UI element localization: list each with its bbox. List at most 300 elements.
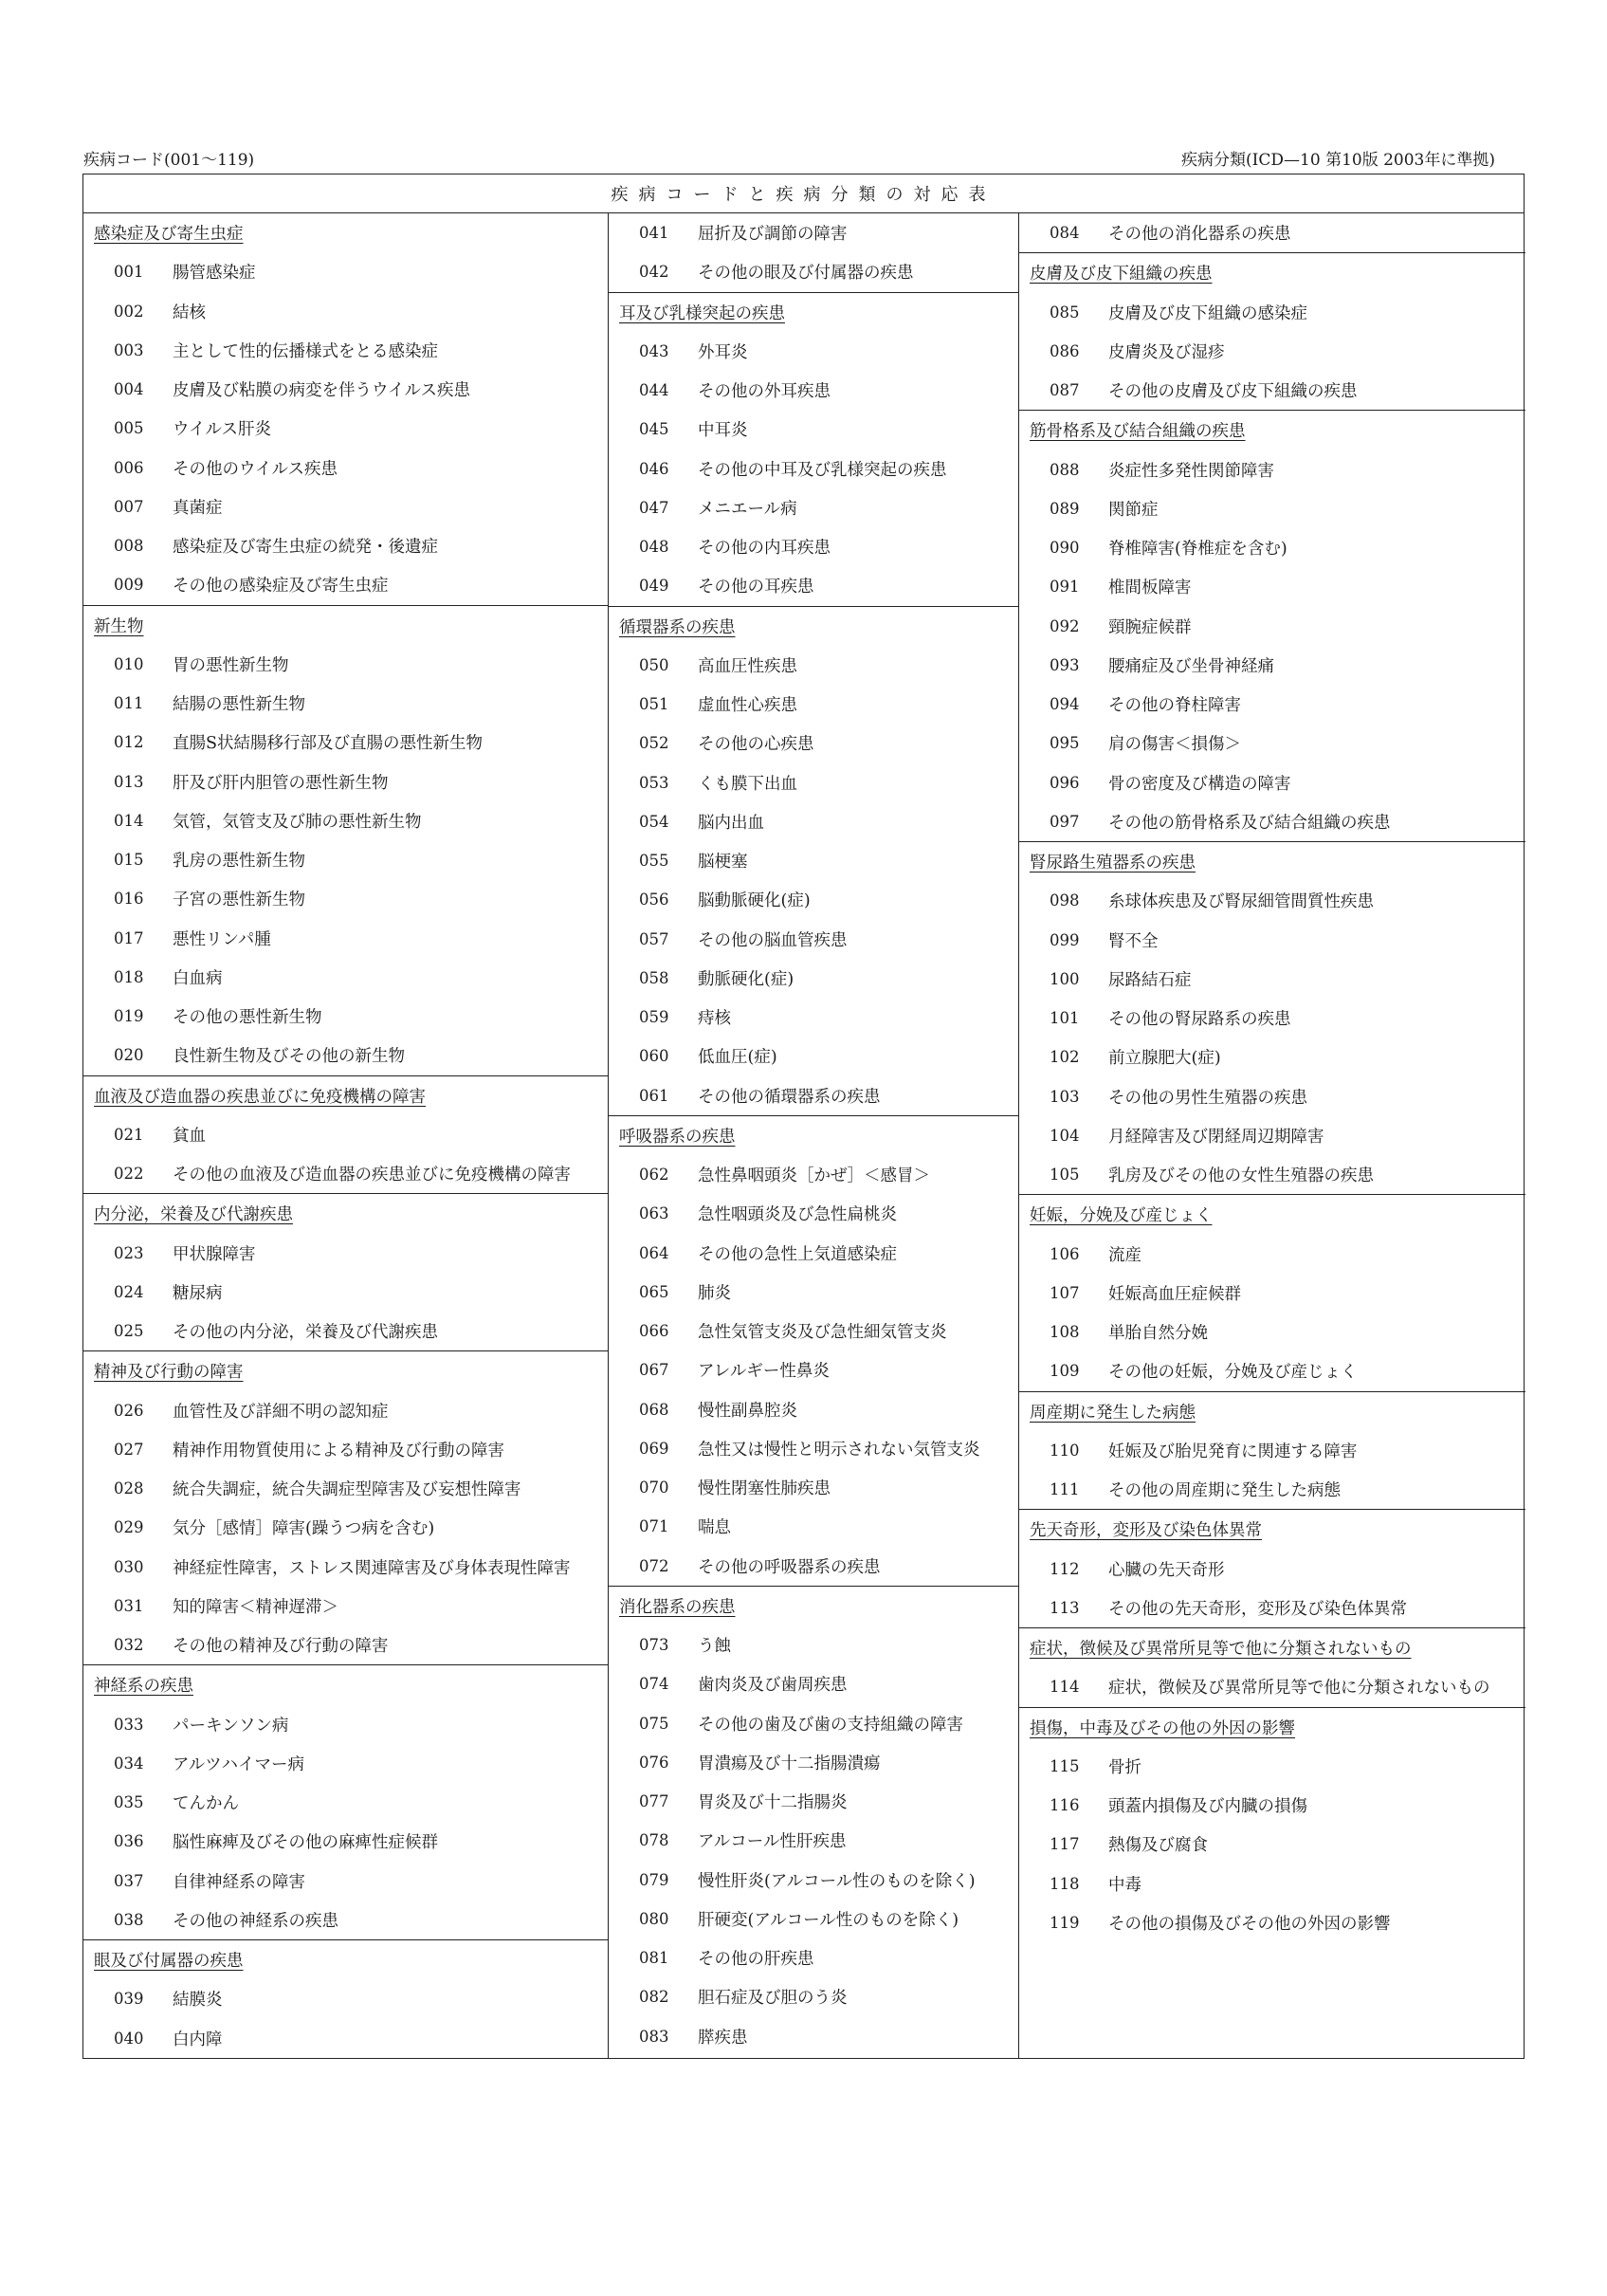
disease-row (83, 1430, 608, 1469)
disease-name: 脳性麻痺及びその他の麻痺性症候群 (173, 1833, 438, 1853)
disease-code: 030 (114, 1557, 144, 1576)
disease-row (1019, 1667, 1525, 1706)
disease-code: 088 (1050, 460, 1080, 479)
disease-name: 心臓の先天奇形 (1108, 1560, 1225, 1580)
disease-code: 097 (1050, 812, 1080, 831)
disease-code: 036 (114, 1832, 144, 1851)
category-title: 消化器系の疾患 (619, 1597, 736, 1617)
disease-name: 精神作用物質使用による精神及び行動の障害 (173, 1441, 504, 1460)
disease-row (83, 526, 608, 565)
disease-name: 尿路結石症 (1108, 970, 1192, 990)
category-title: 先天奇形，変形及び染色体異常 (1030, 1521, 1262, 1541)
category-group (83, 1665, 608, 1940)
disease-name: 結核 (173, 303, 206, 322)
disease-name: う蝕 (698, 1637, 731, 1657)
disease-code: 038 (114, 1910, 144, 1929)
disease-name: 甲状腺障害 (173, 1244, 256, 1264)
code-table (82, 174, 1525, 2059)
disease-code: 039 (114, 1990, 144, 2009)
disease-row (1019, 1825, 1525, 1864)
disease-row (1019, 489, 1525, 528)
category-title: 眼及び付属器の疾患 (94, 1952, 244, 1972)
disease-row (83, 1273, 608, 1312)
disease-name: 熱傷及び腐食 (1108, 1836, 1208, 1856)
disease-name: その他の血液及び造血器の疾患並びに免疫機構の障害 (173, 1166, 571, 1185)
disease-name: 喘息 (698, 1518, 731, 1538)
disease-name: 結腸の悪性新生物 (173, 695, 305, 715)
disease-row (609, 450, 1018, 488)
disease-name: アルツハイマー病 (173, 1754, 304, 1774)
disease-name: メニエール病 (698, 499, 797, 519)
disease-row (83, 1705, 608, 1744)
disease-row (1019, 1235, 1525, 1274)
disease-name: 知的障害＜精神遅滞＞ (173, 1597, 338, 1617)
disease-code: 021 (114, 1125, 144, 1144)
disease-row (609, 724, 1018, 762)
disease-name: 脳動脈硬化(症) (698, 891, 811, 911)
disease-row (609, 1900, 1018, 1938)
disease-code: 103 (1050, 1087, 1080, 1106)
disease-name: 脊椎障害(脊椎症を含む) (1108, 540, 1287, 560)
category-group (83, 213, 608, 606)
disease-row (83, 1391, 608, 1430)
disease-code: 001 (114, 263, 144, 282)
disease-code: 040 (114, 2029, 144, 2048)
disease-row (83, 684, 608, 723)
disease-code: 089 (1050, 499, 1080, 518)
disease-row (83, 801, 608, 840)
category-group (1019, 1708, 1525, 1943)
disease-name: 血管性及び詳細不明の認知症 (173, 1402, 389, 1422)
disease-name: 痔核 (698, 1009, 731, 1029)
disease-name: その他の中耳及び乳様突起の疾患 (698, 460, 947, 480)
disease-code: 017 (114, 928, 144, 947)
disease-row (609, 841, 1018, 880)
disease-row (83, 252, 608, 291)
disease-code: 075 (639, 1714, 669, 1733)
disease-name: 皮膚及び皮下組織の感染症 (1108, 303, 1307, 323)
disease-code: 024 (114, 1282, 144, 1301)
disease-name: その他の悪性新生物 (173, 1008, 322, 1028)
disease-name: 肝硬変(アルコール性のものを除く) (698, 1910, 959, 1930)
disease-name: その他の妊娠，分娩及び産じょく (1108, 1363, 1358, 1383)
disease-name: 悪性リンパ腫 (173, 929, 271, 949)
disease-row (1019, 1550, 1525, 1589)
category-group (83, 1076, 608, 1195)
disease-name: その他の男性生殖器の疾患 (1108, 1088, 1307, 1108)
category-group (1019, 1628, 1525, 1708)
category-title: 神経系の疾患 (94, 1677, 193, 1697)
disease-row (609, 1977, 1018, 2016)
disease-code: 056 (639, 891, 669, 909)
disease-code: 082 (639, 1988, 669, 2007)
disease-name: 皮膚炎及び湿疹 (1108, 342, 1225, 362)
disease-name: 脳内出血 (698, 813, 764, 833)
disease-name: 糸球体疾患及び腎尿細管間質性疾患 (1108, 892, 1374, 912)
disease-code: 013 (114, 772, 144, 791)
disease-code: 084 (1050, 224, 1080, 243)
disease-code: 025 (114, 1322, 144, 1341)
disease-name: 頭蓋内損傷及び内臓の損傷 (1108, 1797, 1307, 1817)
disease-row (83, 1508, 608, 1547)
disease-row (83, 370, 608, 409)
disease-row (609, 998, 1018, 1037)
disease-name: 骨折 (1108, 1757, 1141, 1777)
disease-row (83, 997, 608, 1036)
disease-code: 045 (639, 420, 669, 439)
disease-code: 044 (639, 381, 669, 400)
disease-row (83, 1744, 608, 1783)
disease-code: 002 (114, 302, 144, 321)
disease-code: 114 (1050, 1678, 1080, 1697)
disease-name: 急性咽頭炎及び急性扁桃炎 (698, 1205, 897, 1225)
disease-name: 中毒 (1108, 1875, 1141, 1895)
disease-name: 屈折及び調節の障害 (698, 225, 848, 245)
disease-code: 081 (639, 1949, 669, 1968)
disease-row (83, 919, 608, 958)
disease-code: 012 (114, 733, 144, 752)
disease-name: 胃潰瘍及び十二指腸潰瘍 (698, 1754, 881, 1773)
disease-row (83, 331, 608, 370)
disease-name: 炎症性多発性関節障害 (1108, 461, 1274, 481)
disease-code: 073 (639, 1636, 669, 1655)
disease-code: 032 (114, 1636, 144, 1655)
disease-name: パーキンソン病 (173, 1716, 289, 1736)
disease-code: 015 (114, 851, 144, 870)
disease-row (609, 1390, 1018, 1429)
disease-code: 100 (1050, 969, 1080, 988)
disease-code: 049 (639, 577, 669, 596)
disease-row (609, 1194, 1018, 1233)
disease-row (83, 1234, 608, 1273)
category-group (609, 1116, 1018, 1587)
category-title: 血液及び造血器の疾患並びに免疫機構の障害 (94, 1087, 426, 1107)
disease-row (1019, 293, 1525, 332)
disease-code: 112 (1050, 1559, 1080, 1578)
disease-name: その他の急性上気道感染症 (698, 1244, 897, 1264)
disease-code: 037 (114, 1871, 144, 1890)
category-group (1019, 1392, 1525, 1511)
disease-code: 048 (639, 538, 669, 557)
disease-name: 直腸S状結腸移行部及び直腸の悪性新生物 (173, 734, 483, 754)
disease-code: 029 (114, 1518, 144, 1537)
disease-row (1019, 960, 1525, 999)
disease-row (1019, 567, 1525, 606)
disease-name: 肩の傷害＜損傷＞ (1108, 735, 1241, 755)
disease-name: 前立腺肥大(症) (1108, 1049, 1221, 1069)
disease-code: 091 (1050, 578, 1080, 597)
disease-name: 単胎自然分娩 (1108, 1324, 1208, 1344)
disease-name: くも膜下出血 (698, 774, 797, 794)
disease-row (609, 1468, 1018, 1507)
disease-row (1019, 1747, 1525, 1786)
disease-name: 妊娠高血圧症候群 (1108, 1284, 1241, 1304)
category-group (609, 293, 1018, 607)
disease-code: 085 (1050, 303, 1080, 321)
category-title: 耳及び乳様突起の疾患 (619, 303, 785, 323)
category-title: 循環器系の疾患 (619, 617, 736, 637)
disease-code: 062 (639, 1166, 669, 1185)
disease-name: 胆石症及び胆のう炎 (698, 1989, 848, 2009)
disease-row (609, 1429, 1018, 1468)
disease-code: 003 (114, 340, 144, 359)
disease-code: 006 (114, 458, 144, 477)
disease-row (1019, 1786, 1525, 1825)
disease-row (609, 685, 1018, 724)
disease-row (83, 1469, 608, 1508)
disease-row (1019, 724, 1525, 762)
disease-name: 流産 (1108, 1245, 1141, 1265)
disease-row (83, 487, 608, 526)
disease-code: 087 (1050, 381, 1080, 400)
disease-name: 感染症及び寄生虫症の続発・後遺症 (173, 538, 438, 558)
disease-name: その他の脊柱障害 (1108, 696, 1241, 716)
disease-code: 105 (1050, 1166, 1080, 1185)
table-column-2 (608, 213, 1018, 2058)
disease-code: 063 (639, 1204, 669, 1223)
disease-row (609, 1782, 1018, 1821)
disease-code: 060 (639, 1047, 669, 1066)
disease-name: その他の消化器系の疾患 (1108, 225, 1291, 245)
disease-name: 妊娠及び胎児発育に関連する障害 (1108, 1442, 1358, 1461)
category-title: 感染症及び寄生虫症 (94, 225, 244, 245)
category-group (609, 607, 1018, 1116)
disease-row (1019, 881, 1525, 920)
category-title: 損傷，中毒及びその他の外因の影響 (1030, 1718, 1295, 1738)
disease-code: 050 (639, 655, 669, 674)
disease-name: 肝及び肝内胆管の悪性新生物 (173, 773, 389, 793)
disease-name: 外耳炎 (698, 342, 748, 362)
disease-row (83, 409, 608, 448)
category-title: 新生物 (94, 616, 144, 636)
disease-row (1019, 450, 1525, 489)
disease-name: その他の筋骨格系及び結合組織の疾患 (1108, 813, 1391, 833)
disease-row (609, 566, 1018, 605)
disease-row (83, 1783, 608, 1822)
disease-code: 067 (639, 1361, 669, 1380)
disease-code: 034 (114, 1754, 144, 1773)
disease-name: その他の腎尿路系の疾患 (1108, 1010, 1291, 1030)
disease-row (83, 292, 608, 331)
category-title: 症状，徴候及び異常所見等で他に分類されないもの (1030, 1640, 1412, 1660)
disease-row (609, 252, 1018, 291)
disease-row (1019, 999, 1525, 1038)
disease-code: 011 (114, 694, 144, 713)
disease-row (1019, 607, 1525, 646)
disease-name: 神経症性障害，ストレス関連障害及び身体表現性障害 (173, 1558, 571, 1578)
disease-code: 074 (639, 1675, 669, 1694)
disease-name: 子宮の悪性新生物 (173, 891, 305, 910)
disease-name: 胃炎及び十二指腸炎 (698, 1793, 848, 1813)
category-title: 腎尿路生殖器系の疾患 (1030, 854, 1196, 873)
disease-code: 119 (1050, 1913, 1080, 1932)
disease-code: 064 (639, 1243, 669, 1262)
disease-row (83, 1626, 608, 1664)
disease-name: 急性気管支炎及び急性細気管支炎 (698, 1323, 947, 1343)
disease-code: 053 (639, 773, 669, 792)
disease-row (1019, 1313, 1525, 1351)
disease-row (609, 213, 1018, 252)
disease-row (1019, 1864, 1525, 1903)
disease-code: 118 (1050, 1874, 1080, 1893)
disease-name: その他の精神及び行動の障害 (173, 1637, 389, 1657)
disease-row (1019, 1116, 1525, 1155)
disease-row (609, 763, 1018, 802)
disease-code: 093 (1050, 655, 1080, 674)
disease-name: その他の内耳疾患 (698, 539, 831, 559)
category-group (1019, 411, 1525, 842)
disease-code: 010 (114, 654, 144, 673)
disease-row (83, 1154, 608, 1193)
disease-code: 059 (639, 1008, 669, 1027)
disease-row (1019, 763, 1525, 802)
disease-row (1019, 1038, 1525, 1076)
disease-code: 004 (114, 380, 144, 399)
category-group (609, 213, 1018, 293)
disease-code: 090 (1050, 539, 1080, 558)
disease-name: 気分［感情］障害(躁うつ病を含む) (173, 1519, 435, 1539)
disease-code: 107 (1050, 1283, 1080, 1302)
disease-code: 035 (114, 1793, 144, 1812)
disease-code: 005 (114, 419, 144, 438)
disease-row (609, 1743, 1018, 1782)
disease-name: 統合失調症，統合失調症型障害及び妄想性障害 (173, 1480, 521, 1500)
disease-code: 057 (639, 929, 669, 948)
disease-code: 068 (639, 1400, 669, 1419)
disease-row (1019, 528, 1525, 567)
disease-name: 急性又は慢性と明示されない気管支炎 (698, 1440, 980, 1460)
category-group (83, 1194, 608, 1351)
disease-row (83, 1822, 608, 1861)
disease-name: 胃の悪性新生物 (173, 655, 289, 675)
disease-row (1019, 921, 1525, 960)
disease-code: 104 (1050, 1126, 1080, 1145)
disease-row (609, 920, 1018, 959)
disease-row (609, 1037, 1018, 1075)
disease-row (1019, 371, 1525, 410)
disease-row (83, 1979, 608, 2018)
disease-code: 113 (1050, 1598, 1080, 1617)
disease-name: 動脈硬化(症) (698, 969, 794, 989)
disease-row (1019, 1903, 1525, 1942)
disease-code: 079 (639, 1870, 669, 1889)
disease-row (609, 1861, 1018, 1900)
disease-name: 腸管感染症 (173, 264, 256, 284)
disease-name: その他の神経系の疾患 (173, 1911, 338, 1931)
disease-code: 028 (114, 1479, 144, 1498)
disease-row (609, 410, 1018, 449)
disease-name: 中耳炎 (698, 421, 748, 441)
disease-code: 061 (639, 1086, 669, 1105)
category-group (1019, 1195, 1525, 1391)
disease-row (609, 1076, 1018, 1115)
disease-row (609, 332, 1018, 371)
disease-name: その他の耳疾患 (698, 578, 814, 597)
disease-code: 009 (114, 576, 144, 595)
disease-name: 慢性副鼻腔炎 (698, 1401, 797, 1421)
disease-code: 042 (639, 263, 669, 282)
disease-row (609, 880, 1018, 919)
table-column-3 (1018, 213, 1525, 2058)
disease-name: その他の内分泌，栄養及び代謝疾患 (173, 1323, 438, 1343)
table-title: 疾病コードと疾病分類の対応表 (83, 174, 1524, 213)
disease-name: 良性新生物及びその他の新生物 (173, 1047, 405, 1067)
disease-row (83, 762, 608, 801)
disease-name: 白内障 (173, 2030, 223, 2049)
category-title: 皮膚及び皮下組織の疾患 (1030, 265, 1213, 285)
disease-row (83, 958, 608, 997)
category-title: 呼吸器系の疾患 (619, 1127, 736, 1147)
disease-row (83, 2019, 608, 2058)
disease-row (609, 1821, 1018, 1860)
disease-code: 099 (1050, 930, 1080, 949)
disease-name: 自律神経系の障害 (173, 1872, 305, 1892)
disease-row (609, 2017, 1018, 2056)
disease-name: 乳房の悪性新生物 (173, 852, 305, 872)
disease-code: 052 (639, 734, 669, 753)
disease-code: 101 (1050, 1009, 1080, 1028)
disease-name: その他の循環器系の疾患 (698, 1087, 881, 1107)
disease-name: 腰痛症及び坐骨神経痛 (1108, 656, 1274, 676)
disease-name: 気管，気管支及び肺の悪性新生物 (173, 812, 422, 832)
category-group (83, 1351, 608, 1665)
disease-code: 069 (639, 1439, 669, 1458)
disease-row (1019, 1351, 1525, 1390)
disease-code: 098 (1050, 891, 1080, 910)
disease-name: 関節症 (1108, 500, 1159, 520)
disease-row (609, 1350, 1018, 1389)
disease-code: 076 (639, 1753, 669, 1772)
disease-row (609, 527, 1018, 566)
disease-code: 092 (1050, 616, 1080, 635)
disease-row (609, 802, 1018, 841)
disease-name: 歯肉炎及び歯周疾患 (698, 1676, 848, 1696)
disease-row (609, 1312, 1018, 1350)
disease-row (1019, 332, 1525, 371)
disease-row (83, 1862, 608, 1901)
disease-code: 033 (114, 1715, 144, 1734)
disease-name: その他の感染症及び寄生虫症 (173, 577, 389, 597)
disease-name: 高血圧性疾患 (698, 656, 797, 676)
disease-row (83, 1115, 608, 1154)
disease-row (1019, 213, 1525, 252)
disease-row (83, 1901, 608, 1939)
disease-code: 023 (114, 1243, 144, 1262)
category-title: 筋骨格系及び結合組織の疾患 (1030, 422, 1246, 442)
disease-row (609, 488, 1018, 527)
disease-row (609, 1938, 1018, 1977)
disease-name: 虚血性心疾患 (698, 696, 797, 716)
disease-name: 低血圧(症) (698, 1048, 777, 1068)
disease-row (83, 1548, 608, 1587)
disease-row (83, 840, 608, 879)
category-group (1019, 842, 1525, 1195)
disease-code: 007 (114, 497, 144, 516)
disease-name: ウイルス肝炎 (173, 420, 271, 440)
disease-row (83, 1587, 608, 1626)
disease-code: 095 (1050, 734, 1080, 753)
disease-code: 043 (639, 341, 669, 360)
disease-row (609, 959, 1018, 998)
disease-name: 脳梗塞 (698, 853, 748, 872)
disease-code: 026 (114, 1401, 144, 1420)
disease-code: 066 (639, 1322, 669, 1341)
disease-name: アルコール性肝疾患 (698, 1832, 847, 1852)
disease-code: 110 (1050, 1441, 1080, 1460)
disease-name: その他の先天奇形，変形及び染色体異常 (1108, 1599, 1407, 1619)
disease-code: 070 (639, 1479, 669, 1497)
disease-code: 055 (639, 852, 669, 871)
